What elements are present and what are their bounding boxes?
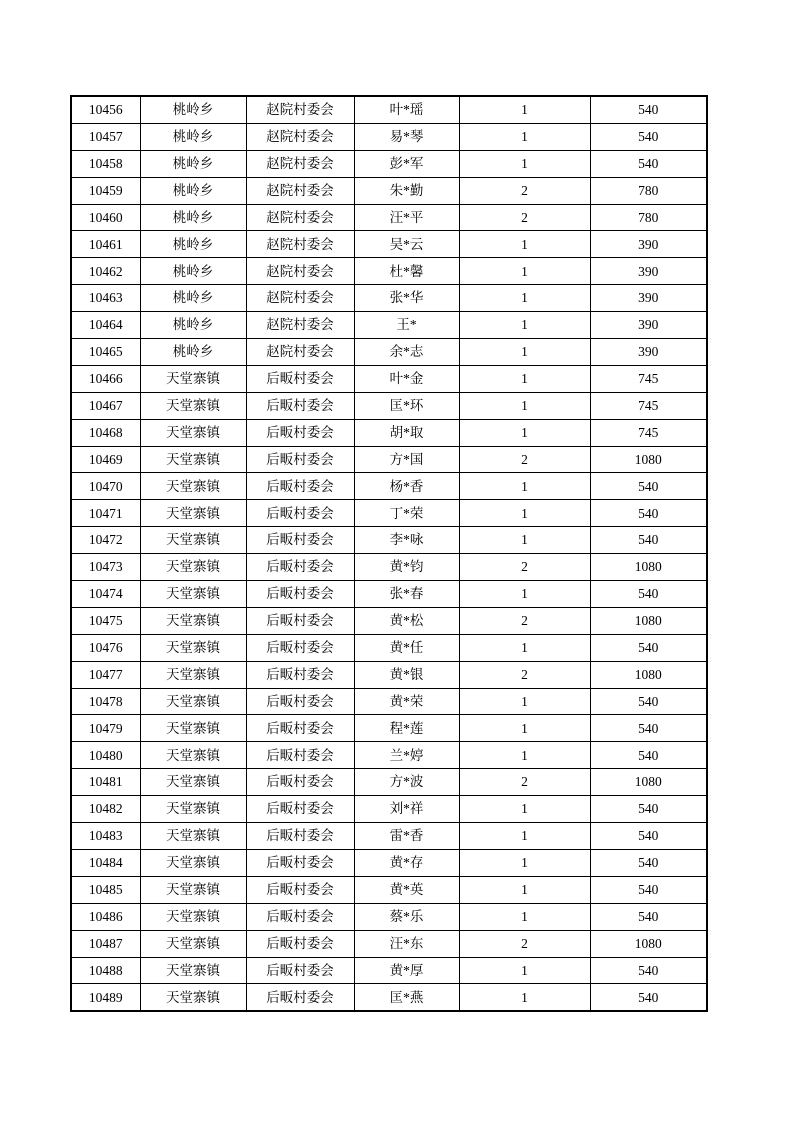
table-row (71, 769, 707, 796)
cell-amount: 540 (590, 849, 707, 876)
cell-person-count: 1 (459, 634, 590, 661)
cell-person-name: 汪*东 (354, 930, 459, 957)
cell-amount: 540 (590, 876, 707, 903)
cell-village-committee: 后畈村委会 (246, 957, 354, 984)
cell-township: 天堂寨镇 (140, 365, 246, 392)
cell-village-committee: 后畈村委会 (246, 715, 354, 742)
cell-village-committee: 后畈村委会 (246, 634, 354, 661)
cell-village-committee: 赵院村委会 (246, 150, 354, 177)
cell-person-name: 程*莲 (354, 715, 459, 742)
cell-person-name: 丁*荣 (354, 500, 459, 527)
cell-village-committee: 后畈村委会 (246, 500, 354, 527)
cell-serial-number: 10478 (71, 688, 140, 715)
cell-serial-number: 10461 (71, 231, 140, 258)
cell-township: 天堂寨镇 (140, 715, 246, 742)
table-row (71, 796, 707, 823)
cell-village-committee: 后畈村委会 (246, 392, 354, 419)
cell-township: 天堂寨镇 (140, 607, 246, 634)
cell-village-committee: 后畈村委会 (246, 365, 354, 392)
cell-township: 天堂寨镇 (140, 527, 246, 554)
cell-person-count: 2 (459, 446, 590, 473)
cell-serial-number: 10486 (71, 903, 140, 930)
cell-amount: 540 (590, 823, 707, 850)
cell-amount: 540 (590, 957, 707, 984)
table-row (71, 527, 707, 554)
table-row (71, 392, 707, 419)
table-row (71, 984, 707, 1011)
cell-serial-number: 10468 (71, 419, 140, 446)
cell-person-name: 刘*祥 (354, 796, 459, 823)
cell-township: 天堂寨镇 (140, 796, 246, 823)
table-row (71, 446, 707, 473)
cell-serial-number: 10462 (71, 258, 140, 285)
table-row (71, 876, 707, 903)
cell-township: 天堂寨镇 (140, 554, 246, 581)
cell-person-count: 1 (459, 339, 590, 366)
cell-serial-number: 10456 (71, 96, 140, 123)
cell-village-committee: 后畈村委会 (246, 796, 354, 823)
cell-serial-number: 10467 (71, 392, 140, 419)
cell-person-name: 兰*婷 (354, 742, 459, 769)
cell-person-count: 2 (459, 930, 590, 957)
cell-person-count: 1 (459, 742, 590, 769)
cell-person-count: 1 (459, 823, 590, 850)
cell-person-name: 胡*取 (354, 419, 459, 446)
cell-village-committee: 后畈村委会 (246, 473, 354, 500)
table-row (71, 365, 707, 392)
cell-village-committee: 赵院村委会 (246, 258, 354, 285)
cell-amount: 540 (590, 96, 707, 123)
cell-township: 桃岭乡 (140, 150, 246, 177)
cell-township: 天堂寨镇 (140, 742, 246, 769)
cell-person-name: 叶*金 (354, 365, 459, 392)
cell-amount: 1080 (590, 554, 707, 581)
cell-person-count: 2 (459, 607, 590, 634)
cell-amount: 540 (590, 688, 707, 715)
table-row (71, 231, 707, 258)
cell-person-name: 李*咏 (354, 527, 459, 554)
cell-person-name: 杨*香 (354, 473, 459, 500)
cell-person-name: 黄*英 (354, 876, 459, 903)
cell-serial-number: 10489 (71, 984, 140, 1011)
cell-serial-number: 10470 (71, 473, 140, 500)
cell-amount: 745 (590, 392, 707, 419)
cell-amount: 540 (590, 634, 707, 661)
cell-person-name: 方*国 (354, 446, 459, 473)
table-row (71, 554, 707, 581)
cell-amount: 1080 (590, 930, 707, 957)
table-row (71, 473, 707, 500)
cell-township: 天堂寨镇 (140, 876, 246, 903)
cell-amount: 745 (590, 365, 707, 392)
cell-person-count: 1 (459, 231, 590, 258)
payment-table (70, 95, 708, 1012)
cell-person-count: 1 (459, 849, 590, 876)
cell-township: 天堂寨镇 (140, 823, 246, 850)
cell-amount: 540 (590, 903, 707, 930)
cell-village-committee: 赵院村委会 (246, 339, 354, 366)
cell-amount: 540 (590, 527, 707, 554)
cell-person-name: 方*波 (354, 769, 459, 796)
cell-village-committee: 后畈村委会 (246, 554, 354, 581)
cell-serial-number: 10483 (71, 823, 140, 850)
cell-township: 天堂寨镇 (140, 688, 246, 715)
cell-village-committee: 后畈村委会 (246, 527, 354, 554)
cell-township: 桃岭乡 (140, 204, 246, 231)
cell-village-committee: 赵院村委会 (246, 312, 354, 339)
cell-person-name: 匡*环 (354, 392, 459, 419)
cell-amount: 1080 (590, 607, 707, 634)
table-row (71, 285, 707, 312)
cell-person-count: 1 (459, 500, 590, 527)
cell-serial-number: 10480 (71, 742, 140, 769)
table-row (71, 150, 707, 177)
cell-village-committee: 后畈村委会 (246, 661, 354, 688)
cell-person-count: 1 (459, 581, 590, 608)
cell-person-count: 1 (459, 527, 590, 554)
cell-serial-number: 10469 (71, 446, 140, 473)
cell-person-name: 汪*平 (354, 204, 459, 231)
cell-village-committee: 后畈村委会 (246, 984, 354, 1011)
cell-serial-number: 10474 (71, 581, 140, 608)
cell-village-committee: 后畈村委会 (246, 742, 354, 769)
cell-village-committee: 后畈村委会 (246, 769, 354, 796)
cell-serial-number: 10472 (71, 527, 140, 554)
table-row (71, 742, 707, 769)
cell-serial-number: 10485 (71, 876, 140, 903)
cell-township: 天堂寨镇 (140, 446, 246, 473)
cell-person-count: 2 (459, 554, 590, 581)
cell-amount: 540 (590, 500, 707, 527)
cell-person-name: 黄*存 (354, 849, 459, 876)
cell-person-count: 2 (459, 769, 590, 796)
cell-township: 天堂寨镇 (140, 769, 246, 796)
cell-village-committee: 后畈村委会 (246, 419, 354, 446)
cell-person-count: 1 (459, 419, 590, 446)
cell-person-count: 1 (459, 258, 590, 285)
cell-township: 天堂寨镇 (140, 473, 246, 500)
cell-person-count: 2 (459, 661, 590, 688)
cell-amount: 1080 (590, 446, 707, 473)
cell-amount: 1080 (590, 661, 707, 688)
table-row (71, 903, 707, 930)
cell-serial-number: 10471 (71, 500, 140, 527)
cell-village-committee: 后畈村委会 (246, 876, 354, 903)
cell-person-count: 1 (459, 796, 590, 823)
cell-amount: 390 (590, 285, 707, 312)
cell-serial-number: 10460 (71, 204, 140, 231)
cell-village-committee: 赵院村委会 (246, 204, 354, 231)
cell-serial-number: 10457 (71, 123, 140, 150)
cell-serial-number: 10463 (71, 285, 140, 312)
cell-serial-number: 10487 (71, 930, 140, 957)
cell-village-committee: 后畈村委会 (246, 607, 354, 634)
cell-person-name: 黄*松 (354, 607, 459, 634)
cell-amount: 540 (590, 123, 707, 150)
cell-person-count: 1 (459, 715, 590, 742)
cell-serial-number: 10473 (71, 554, 140, 581)
cell-township: 桃岭乡 (140, 177, 246, 204)
cell-township: 天堂寨镇 (140, 661, 246, 688)
cell-person-name: 蔡*乐 (354, 903, 459, 930)
cell-person-count: 1 (459, 984, 590, 1011)
cell-serial-number: 10481 (71, 769, 140, 796)
cell-amount: 1080 (590, 769, 707, 796)
cell-person-count: 1 (459, 312, 590, 339)
cell-amount: 540 (590, 715, 707, 742)
cell-amount: 780 (590, 177, 707, 204)
cell-person-name: 叶*瑶 (354, 96, 459, 123)
cell-amount: 540 (590, 473, 707, 500)
cell-serial-number: 10465 (71, 339, 140, 366)
cell-person-name: 朱*勤 (354, 177, 459, 204)
table-row (71, 688, 707, 715)
cell-person-count: 2 (459, 177, 590, 204)
cell-person-name: 余*志 (354, 339, 459, 366)
cell-person-count: 1 (459, 123, 590, 150)
cell-township: 天堂寨镇 (140, 903, 246, 930)
cell-serial-number: 10488 (71, 957, 140, 984)
cell-township: 天堂寨镇 (140, 930, 246, 957)
cell-township: 天堂寨镇 (140, 957, 246, 984)
cell-township: 天堂寨镇 (140, 419, 246, 446)
cell-village-committee: 赵院村委会 (246, 231, 354, 258)
table-row (71, 823, 707, 850)
table-row (71, 312, 707, 339)
cell-serial-number: 10475 (71, 607, 140, 634)
cell-person-name: 黄*银 (354, 661, 459, 688)
cell-township: 天堂寨镇 (140, 849, 246, 876)
cell-township: 桃岭乡 (140, 123, 246, 150)
cell-village-committee: 后畈村委会 (246, 581, 354, 608)
cell-person-name: 黄*厚 (354, 957, 459, 984)
table-row (71, 849, 707, 876)
cell-township: 桃岭乡 (140, 285, 246, 312)
table-row (71, 419, 707, 446)
cell-serial-number: 10458 (71, 150, 140, 177)
table-row (71, 258, 707, 285)
cell-amount: 540 (590, 796, 707, 823)
cell-serial-number: 10482 (71, 796, 140, 823)
cell-serial-number: 10466 (71, 365, 140, 392)
cell-amount: 540 (590, 984, 707, 1011)
cell-village-committee: 赵院村委会 (246, 177, 354, 204)
cell-township: 桃岭乡 (140, 339, 246, 366)
cell-amount: 390 (590, 258, 707, 285)
cell-township: 天堂寨镇 (140, 634, 246, 661)
cell-person-count: 1 (459, 957, 590, 984)
cell-person-count: 1 (459, 96, 590, 123)
cell-person-name: 彭*军 (354, 150, 459, 177)
cell-amount: 540 (590, 742, 707, 769)
cell-amount: 390 (590, 339, 707, 366)
table-row (71, 661, 707, 688)
cell-amount: 540 (590, 150, 707, 177)
table-row (71, 957, 707, 984)
cell-village-committee: 赵院村委会 (246, 96, 354, 123)
cell-serial-number: 10484 (71, 849, 140, 876)
cell-serial-number: 10479 (71, 715, 140, 742)
cell-person-name: 黄*荣 (354, 688, 459, 715)
cell-person-count: 1 (459, 473, 590, 500)
table-body (71, 96, 707, 1011)
cell-township: 桃岭乡 (140, 258, 246, 285)
cell-village-committee: 后畈村委会 (246, 930, 354, 957)
cell-person-count: 1 (459, 903, 590, 930)
table-row (71, 96, 707, 123)
cell-village-committee: 后畈村委会 (246, 823, 354, 850)
cell-person-count: 1 (459, 876, 590, 903)
cell-person-name: 黄*任 (354, 634, 459, 661)
table-row (71, 634, 707, 661)
cell-township: 桃岭乡 (140, 96, 246, 123)
cell-township: 天堂寨镇 (140, 581, 246, 608)
cell-township: 天堂寨镇 (140, 500, 246, 527)
table-row (71, 607, 707, 634)
table-row (71, 123, 707, 150)
table-row (71, 339, 707, 366)
cell-person-name: 张*春 (354, 581, 459, 608)
cell-serial-number: 10476 (71, 634, 140, 661)
cell-person-count: 1 (459, 285, 590, 312)
cell-village-committee: 后畈村委会 (246, 903, 354, 930)
table-row (71, 177, 707, 204)
table-row (71, 715, 707, 742)
cell-village-committee: 赵院村委会 (246, 285, 354, 312)
cell-person-count: 1 (459, 365, 590, 392)
table-row (71, 500, 707, 527)
cell-person-count: 1 (459, 392, 590, 419)
cell-person-name: 易*琴 (354, 123, 459, 150)
cell-serial-number: 10477 (71, 661, 140, 688)
cell-person-name: 雷*香 (354, 823, 459, 850)
cell-township: 天堂寨镇 (140, 392, 246, 419)
table-row (71, 581, 707, 608)
cell-person-count: 2 (459, 204, 590, 231)
cell-township: 桃岭乡 (140, 312, 246, 339)
cell-serial-number: 10464 (71, 312, 140, 339)
cell-village-committee: 后畈村委会 (246, 446, 354, 473)
cell-amount: 745 (590, 419, 707, 446)
cell-amount: 540 (590, 581, 707, 608)
cell-serial-number: 10459 (71, 177, 140, 204)
cell-village-committee: 后畈村委会 (246, 849, 354, 876)
cell-person-name: 黄*钧 (354, 554, 459, 581)
cell-person-name: 吴*云 (354, 231, 459, 258)
cell-person-name: 匡*燕 (354, 984, 459, 1011)
table-row (71, 930, 707, 957)
cell-person-name: 王* (354, 312, 459, 339)
cell-township: 天堂寨镇 (140, 984, 246, 1011)
cell-amount: 390 (590, 312, 707, 339)
table-row (71, 204, 707, 231)
cell-amount: 390 (590, 231, 707, 258)
cell-person-name: 杜*馨 (354, 258, 459, 285)
cell-amount: 780 (590, 204, 707, 231)
cell-person-count: 1 (459, 150, 590, 177)
cell-person-name: 张*华 (354, 285, 459, 312)
cell-village-committee: 赵院村委会 (246, 123, 354, 150)
cell-person-count: 1 (459, 688, 590, 715)
cell-township: 桃岭乡 (140, 231, 246, 258)
cell-village-committee: 后畈村委会 (246, 688, 354, 715)
